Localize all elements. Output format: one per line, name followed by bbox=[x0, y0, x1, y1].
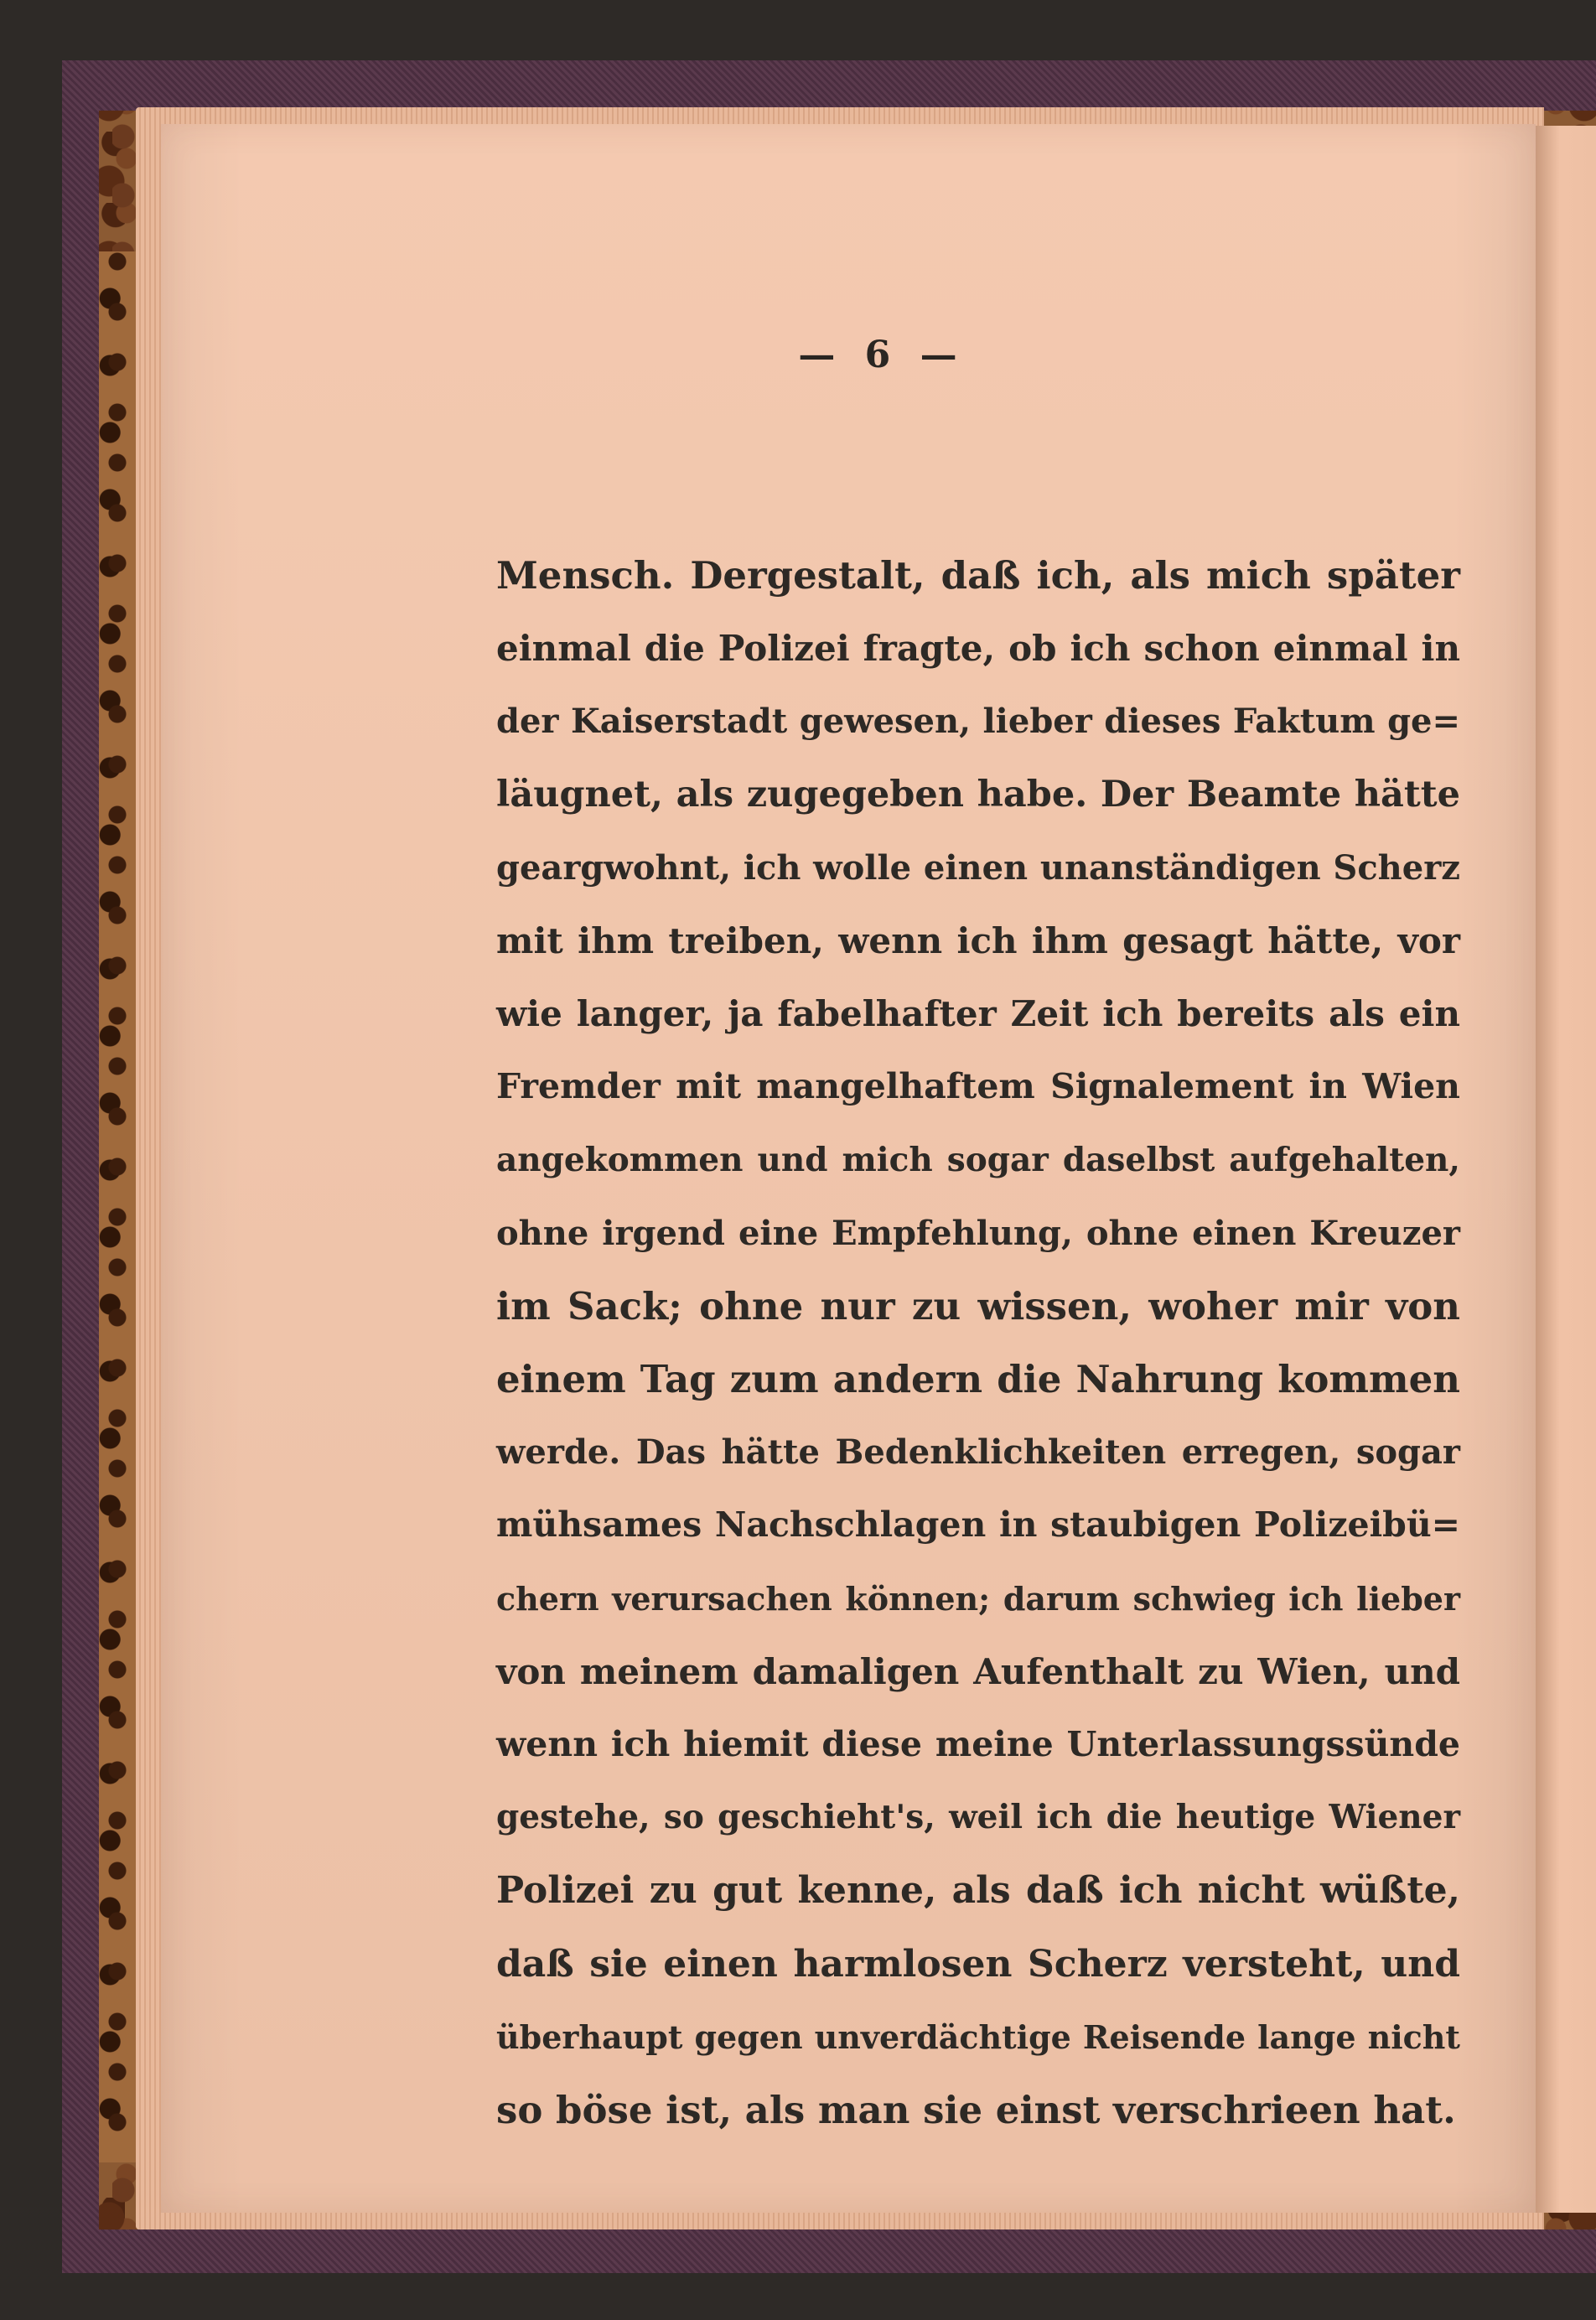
text-line: von meinem damaligen Aufenthalt zu Wien, und bbox=[496, 1650, 1460, 1692]
text-line: werde. Das hätte Bedenklichkeiten erregen, sogar bbox=[496, 1432, 1460, 1473]
body-text bbox=[496, 539, 1460, 2147]
text-line: chern verursachen können; darum schwieg ich lieber bbox=[496, 1579, 1460, 1618]
text-line: ohne irgend eine Empfehlung, ohne einen Kreuzer bbox=[496, 1213, 1460, 1253]
cloth-binding-bottom bbox=[62, 2229, 1596, 2273]
page-number: — 6 — bbox=[798, 334, 966, 376]
book-page bbox=[161, 124, 1536, 2213]
text-line: mit ihm treiben, wenn ich ihm gesagt hätte, vor bbox=[496, 919, 1460, 961]
text-line: im Sack; ohne nur zu wissen, woher mir von bbox=[496, 1283, 1460, 1328]
facing-page-edge bbox=[1536, 126, 1596, 2213]
cloth-binding-top bbox=[62, 60, 1596, 111]
text-line: gestehe, so geschieht's, weil ich die heutige Wiener bbox=[496, 1798, 1460, 1837]
text-line: geargwohnt, ich wolle einen unanständigen Scherz bbox=[496, 847, 1460, 888]
text-line: der Kaiserstadt gewesen, lieber dieses Faktum ge= bbox=[496, 702, 1460, 742]
text-line: mühsames Nachschlagen in staubigen Polizeibü= bbox=[496, 1504, 1460, 1546]
text-line: wie langer, ja fabelhafter Zeit ich bereits als ein bbox=[496, 993, 1460, 1035]
text-line: angekommen und mich sogar daselbst aufgehalten, bbox=[496, 1140, 1460, 1179]
text-line: Mensch. Dergestalt, daß ich, als mich später bbox=[496, 553, 1460, 598]
text-line: überhaupt gegen unverdächtige Reisende lange nicht bbox=[496, 2017, 1460, 2056]
text-line: wenn ich hiemit diese meine Unterlassungssünde bbox=[496, 1724, 1460, 1764]
text-line: einmal die Polizei fragte, ob ich schon einmal in bbox=[496, 628, 1460, 670]
text-line: läugnet, als zugegeben habe. Der Beamte hätte bbox=[496, 773, 1460, 816]
text-line: einem Tag zum andern die Nahrung kommen bbox=[496, 1357, 1460, 1402]
text-line: Fremder mit mangelhaftem Signalement in Wien bbox=[496, 1066, 1460, 1107]
marbled-board-edge bbox=[99, 251, 136, 2162]
text-line: Polizei zu gut kenne, als daß ich nicht wüßte, bbox=[496, 1869, 1460, 1913]
text-line: daß sie einen harmlosen Scherz versteht, und bbox=[496, 1942, 1460, 1986]
text-line-last: so böse ist, als man sie einst verschrieen hat. bbox=[496, 2087, 1456, 2132]
cloth-binding-left bbox=[62, 60, 99, 2273]
